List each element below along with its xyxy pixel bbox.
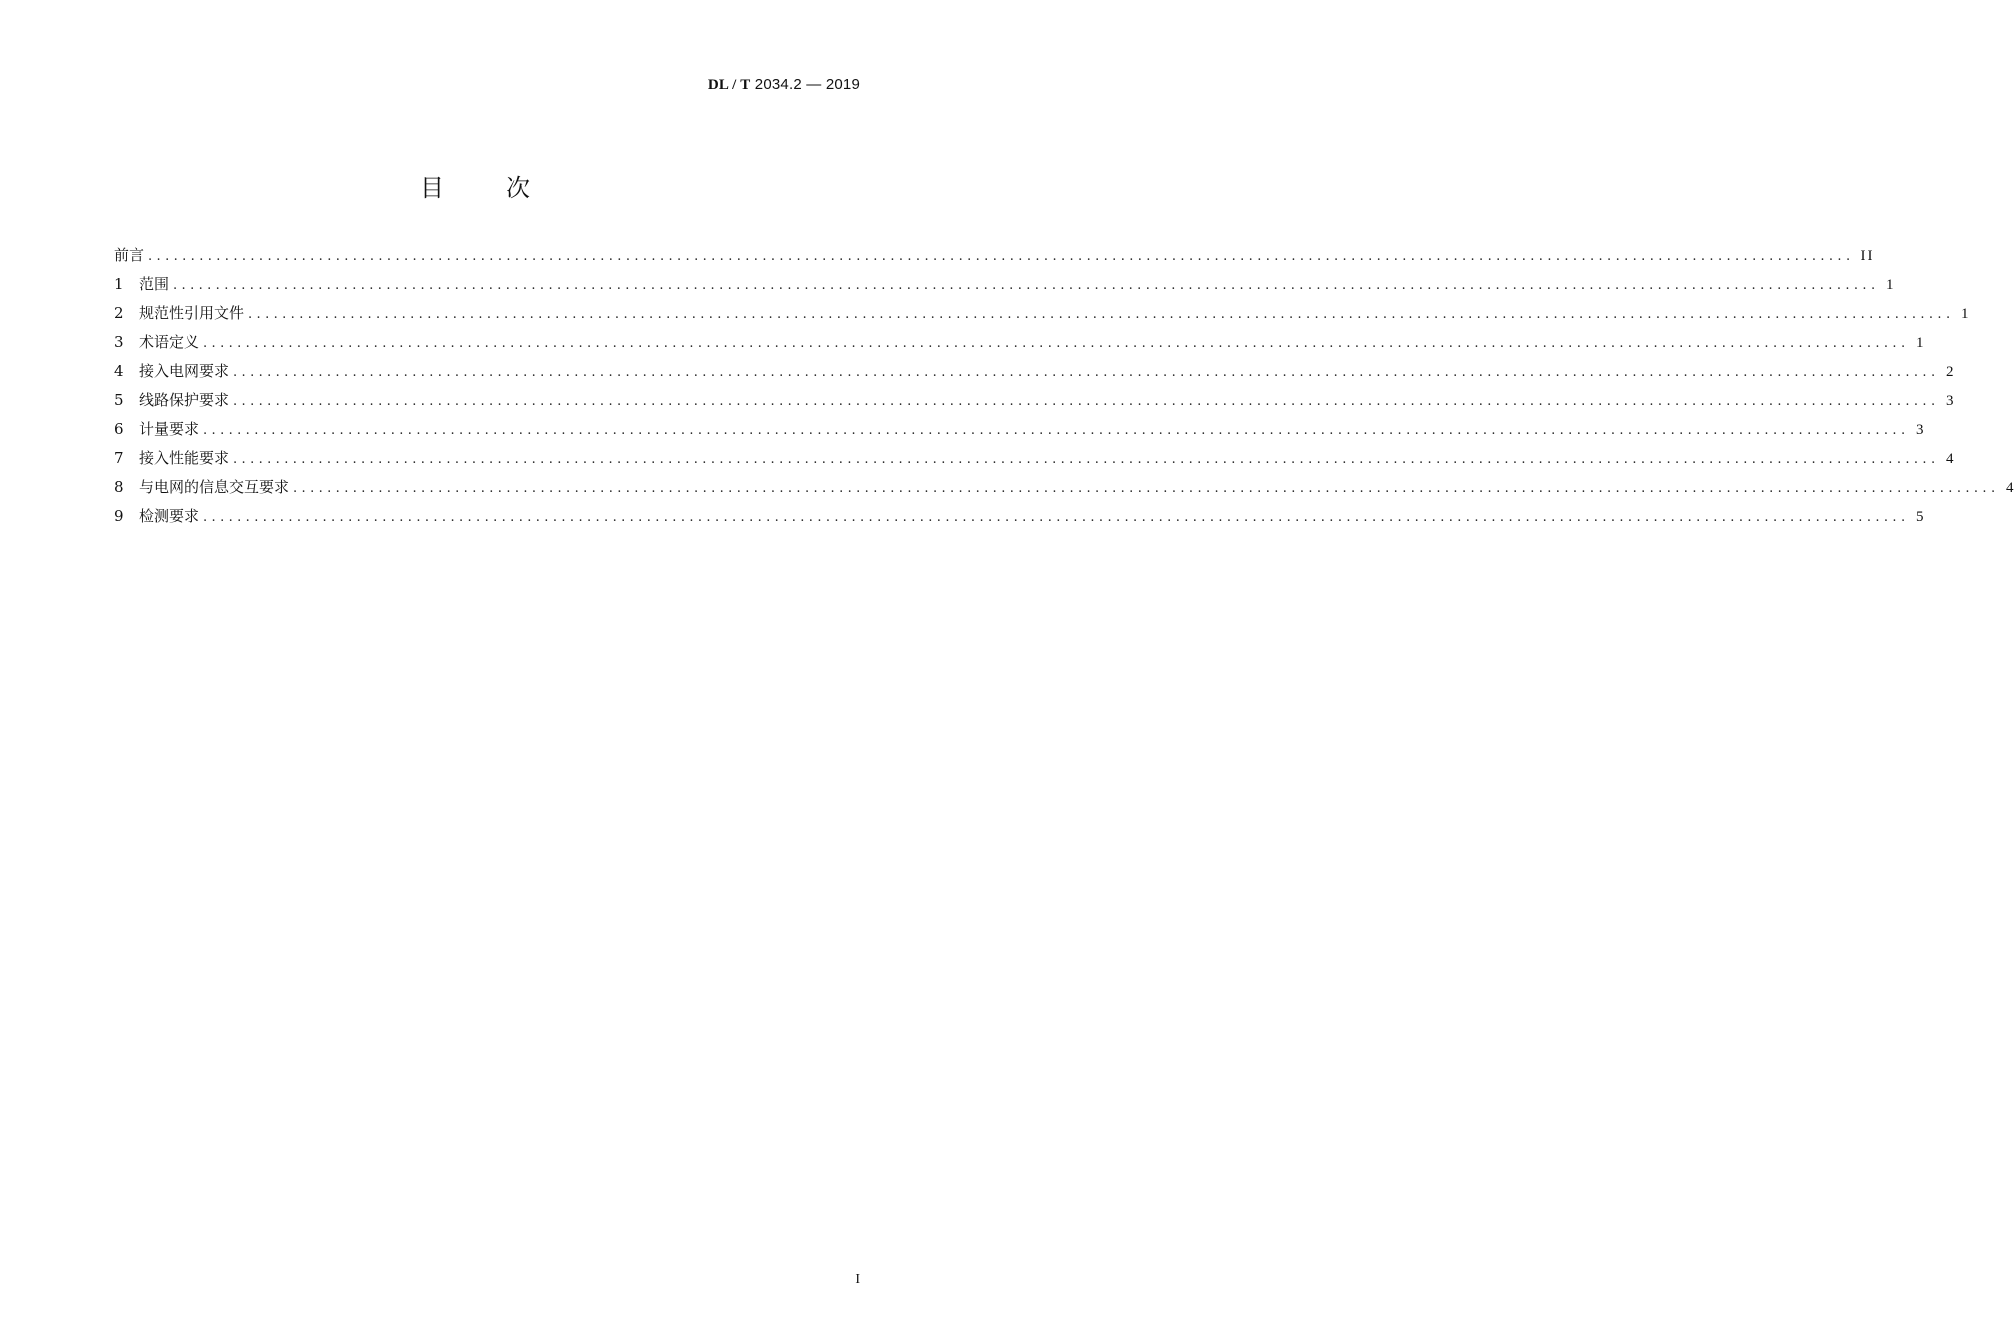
toc-leader-dots: ........................................................................................................................................................................................................ <box>173 278 1880 293</box>
page-number: I <box>855 1272 860 1287</box>
toc-entry-page: 4 <box>1945 451 1956 467</box>
toc-entry-label: 接入性能要求 <box>139 449 230 467</box>
toc-entry-label: 术语定义 <box>139 333 200 351</box>
toc-leader-dots: ........................................................................................................................................................................................................ <box>233 365 1940 380</box>
title-char-2: 次 <box>506 174 530 202</box>
toc-entry-page: 1 <box>1960 306 1971 322</box>
toc-entry-label: 前言 <box>114 246 145 264</box>
toc-entry-number: 6 <box>114 420 124 438</box>
standard-code-number: 2034.2 — 2019 <box>750 76 860 93</box>
toc-entry-label: 范围 <box>139 275 170 293</box>
toc-entry[interactable] <box>114 447 1956 476</box>
toc-entry-page: II <box>1860 248 1875 264</box>
toc-entry-page: 2 <box>1945 364 1956 380</box>
toc-leader-dots: ........................................................................................................................................................................................................ <box>248 307 1955 322</box>
toc-entry-number: 4 <box>114 362 124 380</box>
toc-entry-page: 5 <box>1915 509 1926 525</box>
toc-entry-label: 线路保护要求 <box>139 391 230 409</box>
toc-entry-label: 检测要求 <box>139 507 200 525</box>
toc-entry[interactable] <box>114 389 1956 418</box>
toc-entry-number: 9 <box>114 507 124 525</box>
toc-entry-page: 1 <box>1885 277 1896 293</box>
toc-entry-number: 1 <box>114 275 124 293</box>
toc-entry-page: 3 <box>1945 393 1956 409</box>
toc-entry-number: 8 <box>114 478 124 496</box>
toc-leader-dots: ........................................................................................................................................................................................................ <box>148 249 1855 264</box>
toc-entry[interactable] <box>114 273 1896 302</box>
toc-entry[interactable] <box>114 360 1956 389</box>
toc-entry[interactable] <box>114 331 1926 360</box>
toc-leader-dots: ........................................................................................................................................................................................................ <box>233 452 1940 467</box>
toc-leader-dots: ........................................................................................................................................................................................................ <box>233 394 1940 409</box>
toc-leader-dots: ........................................................................................................................................................................................................ <box>203 510 1910 525</box>
toc-entry-number: 3 <box>114 333 124 351</box>
standard-code <box>708 76 860 94</box>
toc-entry[interactable] <box>114 418 1926 447</box>
toc-entry-number: 7 <box>114 449 124 467</box>
toc-entry-label: 计量要求 <box>139 420 200 438</box>
table-of-contents <box>114 244 2015 534</box>
toc-leader-dots: ........................................................................................................................................................................................................ <box>203 336 1910 351</box>
toc-entry-label: 规范性引用文件 <box>139 304 245 322</box>
title-char-1: 目 <box>420 174 444 202</box>
toc-entry-page: 3 <box>1915 422 1926 438</box>
toc-entry-label: 与电网的信息交互要求 <box>139 478 290 496</box>
toc-entry[interactable] <box>114 476 2015 505</box>
page-title <box>0 168 950 203</box>
toc-entry-label: 接入电网要求 <box>139 362 230 380</box>
toc-leader-dots: ........................................................................................................................................................................................................ <box>293 481 2000 496</box>
toc-entry-page: 4 <box>2005 480 2015 496</box>
toc-entry-number: 2 <box>114 304 124 322</box>
toc-entry-number: 5 <box>114 391 124 409</box>
standard-code-prefix: DL / T <box>707 77 751 93</box>
toc-entry[interactable] <box>114 244 1875 273</box>
toc-entry[interactable] <box>114 302 1971 331</box>
toc-entry[interactable] <box>114 505 1926 534</box>
toc-leader-dots: ........................................................................................................................................................................................................ <box>203 423 1910 438</box>
toc-entry-page: 1 <box>1915 335 1926 351</box>
